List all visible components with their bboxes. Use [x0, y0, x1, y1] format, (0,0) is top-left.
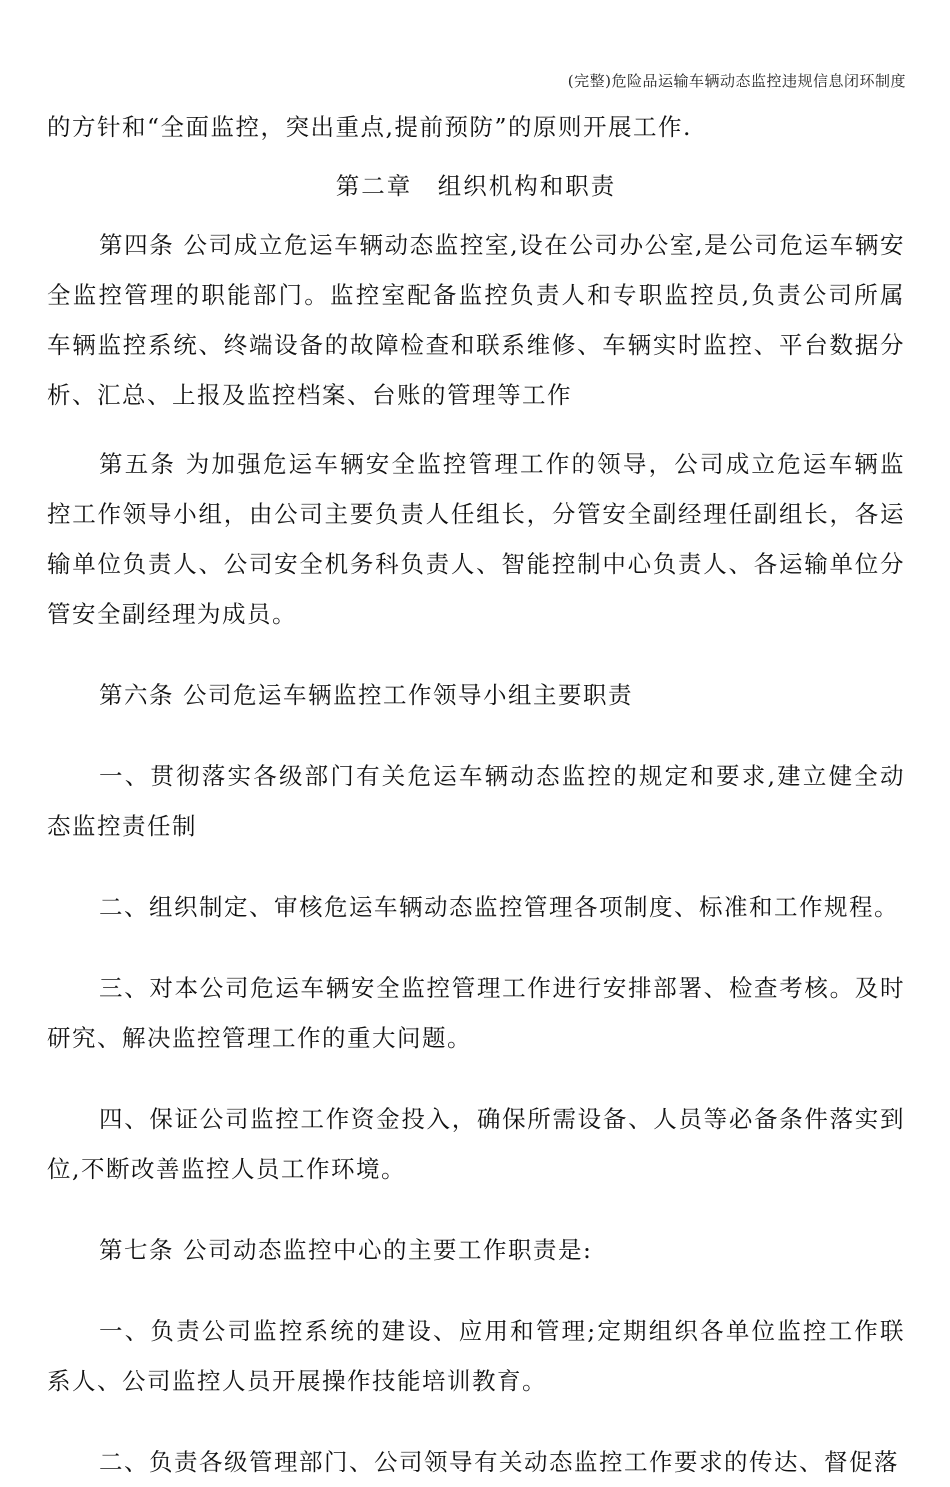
article-6: 第六条 公司危运车辆监控工作领导小组主要职责 [99, 681, 633, 709]
article-7: 第七条 公司动态监控中心的主要工作职责是: [99, 1236, 593, 1264]
article-6-item-3: 三、对本公司危运车辆安全监控管理工作进行安排部署、检查考核。及时研究、解决监控管理工作的重大问题。 [47, 974, 905, 1052]
article-6-item-1: 一、贯彻落实各级部门有关危运车辆动态监控的规定和要求,建立健全动态监控责任制 [47, 762, 905, 840]
article-6-item-4: 四、保证公司监控工作资金投入，确保所需设备、人员等必备条件落实到位,不断改善监控人员工作环境。 [47, 1105, 905, 1183]
article-7-item-2: 二、负责各级管理部门、公司领导有关动态监控工作要求的传达、督促落 [99, 1448, 899, 1476]
paragraph-continuation: 的方针和“全面监控，突出重点,提前预防”的原则开展工作. [47, 113, 692, 141]
article-6-item-2: 二、组织制定、审核危运车辆动态监控管理各项制度、标准和工作规程。 [99, 893, 899, 921]
document-header: (完整)危险品运输车辆动态监控违规信息闭环制度 [567, 72, 906, 90]
document-body [47, 102, 905, 1487]
article-7-item-1: 一、负责公司监控系统的建设、应用和管理;定期组织各单位监控工作联系人、公司监控人员开展操作技能培训教育。 [47, 1317, 905, 1395]
chapter-heading: 第二章 组织机构和职责 [335, 172, 617, 200]
article-4: 第四条 公司成立危运车辆动态监控室,设在公司办公室,是公司危运车辆安全监控管理的职能部门。监控室配备监控负责人和专职监控员,负责公司所属车辆监控系统、终端设备的故障检查和联系维修、车辆实时监控、平台数据分析、汇总、上报及监控档案、台账的管理等工作 [47, 231, 905, 409]
article-5: 第五条 为加强危运车辆安全监控管理工作的领导，公司成立危运车辆监控工作领导小组，由公司主要负责人任组长，分管安全副经理任副组长，各运输单位负责人、公司安全机务科负责人、智能控制中心负责人、各运输单位分管安全副经理为成员。 [47, 450, 905, 628]
